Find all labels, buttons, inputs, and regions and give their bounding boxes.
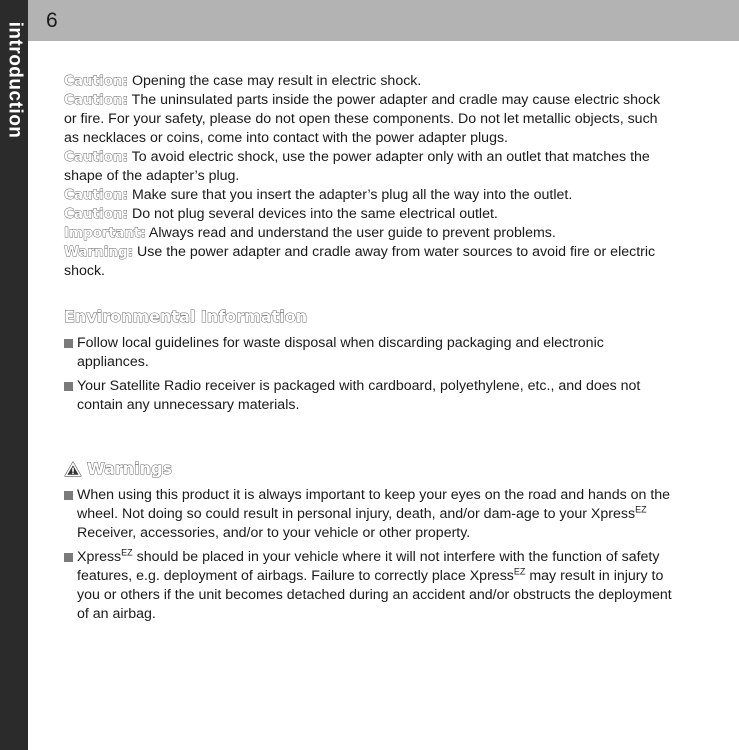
cautions-block (64, 72, 674, 281)
caution-label: Caution: (64, 187, 128, 203)
caution-text: To avoid electric shock, use the power adapter only with an outlet that matches the shape of the adapter’s plug. (64, 149, 650, 184)
warning-text: Use the power adapter and cradle away from water sources to avoid fire or electric shock. (64, 244, 656, 279)
side-tab-label (0, 0, 28, 160)
environmental-bullet (64, 334, 674, 372)
square-bullet-icon (64, 339, 73, 348)
caution-text: Make sure that you insert the adapter’s plug all the way into the outlet. (128, 187, 573, 203)
important-paragraph (64, 224, 674, 243)
important-text: Always read and understand the user guide to prevent problems. (145, 225, 556, 241)
caution-paragraph (64, 148, 674, 186)
bullet-text: Follow local guidelines for waste disposal when discarding packaging and electronic appliances. (77, 335, 604, 370)
caution-paragraph (64, 72, 674, 91)
warnings-bullet (64, 548, 674, 624)
caution-label: Caution: (64, 206, 128, 222)
important-label: Important: (64, 225, 146, 241)
square-bullet-icon (64, 553, 73, 562)
bullet-text: Xpress (77, 549, 122, 565)
superscript: EZ (121, 547, 133, 558)
superscript: EZ (635, 504, 647, 515)
bullet-text: When using this product it is always important to keep your eyes on the road and hands on the wheel. Not doing so could result in personal injury, death, and/or dam-age to your Xpress (77, 487, 671, 522)
square-bullet-icon (64, 491, 73, 500)
caution-paragraph (64, 205, 674, 224)
section-label: introduction (4, 21, 25, 139)
caution-text: Opening the case may result in electric shock. (128, 73, 422, 89)
bullet-text: Your Satellite Radio receiver is packaged with cardboard, polyethylene, etc., and does not contain any unnecessary materials. (77, 378, 641, 413)
warnings-heading (64, 459, 674, 478)
warning-label: Warning: (64, 244, 134, 260)
caution-text: The uninsulated parts inside the power adapter and cradle may cause electric shock or fire. For your safety, please do not open these components. Do not let metallic objects, such as necklaces or coins, come into contact with the power adapter plugs. (64, 92, 661, 146)
environmental-heading: Environmental Information (64, 307, 308, 326)
superscript: EZ (513, 566, 526, 577)
environmental-bullet (64, 377, 674, 415)
side-tab (0, 0, 28, 750)
bullet-text: should be placed in your vehicle where it will not interfere with the function of safety features, e.g. deployment of airbags. Failure to correctly place Xpress (77, 549, 660, 584)
page-content (64, 72, 674, 629)
bullet-text: may result in injury to you or others if the unit becomes detached during an accident and/or obstructs the deployment of an airbag. (77, 568, 672, 622)
caution-label: Caution: (64, 149, 128, 165)
caution-paragraph (64, 91, 674, 148)
caution-label: Caution: (64, 92, 128, 108)
caution-paragraph (64, 186, 674, 205)
page-number: 6 (46, 9, 58, 32)
warnings-heading-text: Warnings (87, 459, 173, 478)
bullet-text: Receiver, accessories, and/or to your vehicle or other property. (77, 525, 471, 541)
caution-label: Caution: (64, 73, 128, 89)
warnings-bullet (64, 486, 674, 543)
warning-paragraph (64, 243, 674, 281)
caution-text: Do not plug several devices into the same electrical outlet. (128, 206, 498, 222)
square-bullet-icon (64, 382, 73, 391)
warning-triangle-icon (64, 461, 82, 477)
header-bar (28, 0, 739, 41)
